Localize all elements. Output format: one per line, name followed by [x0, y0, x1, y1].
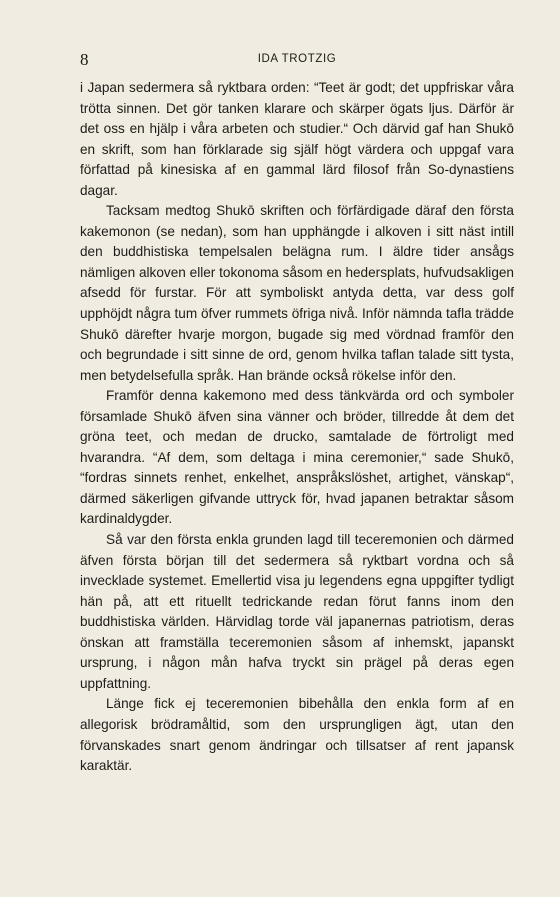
paragraph-4: Så var den första enkla grunden lagd till teceremonien och därmed äfven första början till det sedermera så ryktbart vordna och så invecklade systemet. Emellertid visa ju legendens egna uppgifter tydligt hän på, att ett rituellt tedrickande redan förut fanns inom den buddhistiska världen. Härvidlag torde väl japanernas patriotism, deras önskan att framställa teceremonien såsom af inhemskt, japanskt ursprung, i någon mån hafva tryckt sin prägel på deras egen uppfattning.	[80, 532, 514, 691]
paragraph-1: i Japan sedermera så ryktbara orden: “Teet är godt; det uppfriskar våra trötta sinnen. Det gör tanken klarare och skärper ögats ljus. Därför är det oss en hjälp i våra arbeten och studier.“ Och därvid gaf han Shukō en skrift, som han förklarade sig själf högt värdera och uppgaf vara författad på kinesiska af en gammal lärd filosof från So-dynastiens dagar.	[80, 80, 514, 198]
paragraph-3: Framför denna kakemono med dess tänkvärda ord och symboler församlade Shukō äfven sina vänner och bröder, tillredde åt dem det gröna teet, och medan de drucko, samtalade de förtroligt med hvarandra. “Af dem, som deltaga i mina ceremonier,“ sade Shukō, “fordras sinnets renhet, enkelhet, anspråkslöshet, artighet, vänskap“, därmed säkerligen gifvande uttryck för, hvad japanen betraktar såsom kardinaldygder.	[80, 388, 514, 527]
paragraph-5: Länge fick ej teceremonien bibehålla den enkla form af en allegorisk brödramåltid, som den ursprungligen ägt, utan den förvanskades snart genom ändringar och tillsatser af rent japansk karaktär.	[80, 696, 514, 774]
running-head: IDA TROTZIG	[257, 53, 337, 65]
page-header	[80, 50, 514, 70]
body-text	[80, 78, 514, 777]
paragraph-2: Tacksam medtog Shukō skriften och förfärdigade däraf den första kakemonon (se nedan), som han upphängde i alkoven i sitt näst intill den buddhistiska tempelsalen belägna rum. I äldre tider ansågs nämligen alkoven eller tokonoma såsom en hedersplats, hufvudsakligen afsedd för furstar. För att symboliskt antyda detta, var dess golf upphöjdt några tum öfver rummets öfriga nivå. Inför nämnda tafla trädde Shukō därefter hvarje morgon, bugade sig med vördnad framför den och begrundade i sitt sinne de ord, genom hvilka taflan talade sitt tysta, men betydelsefulla språk. Han brände också rökelse inför den.	[80, 203, 514, 383]
page-number: 8	[80, 50, 89, 69]
